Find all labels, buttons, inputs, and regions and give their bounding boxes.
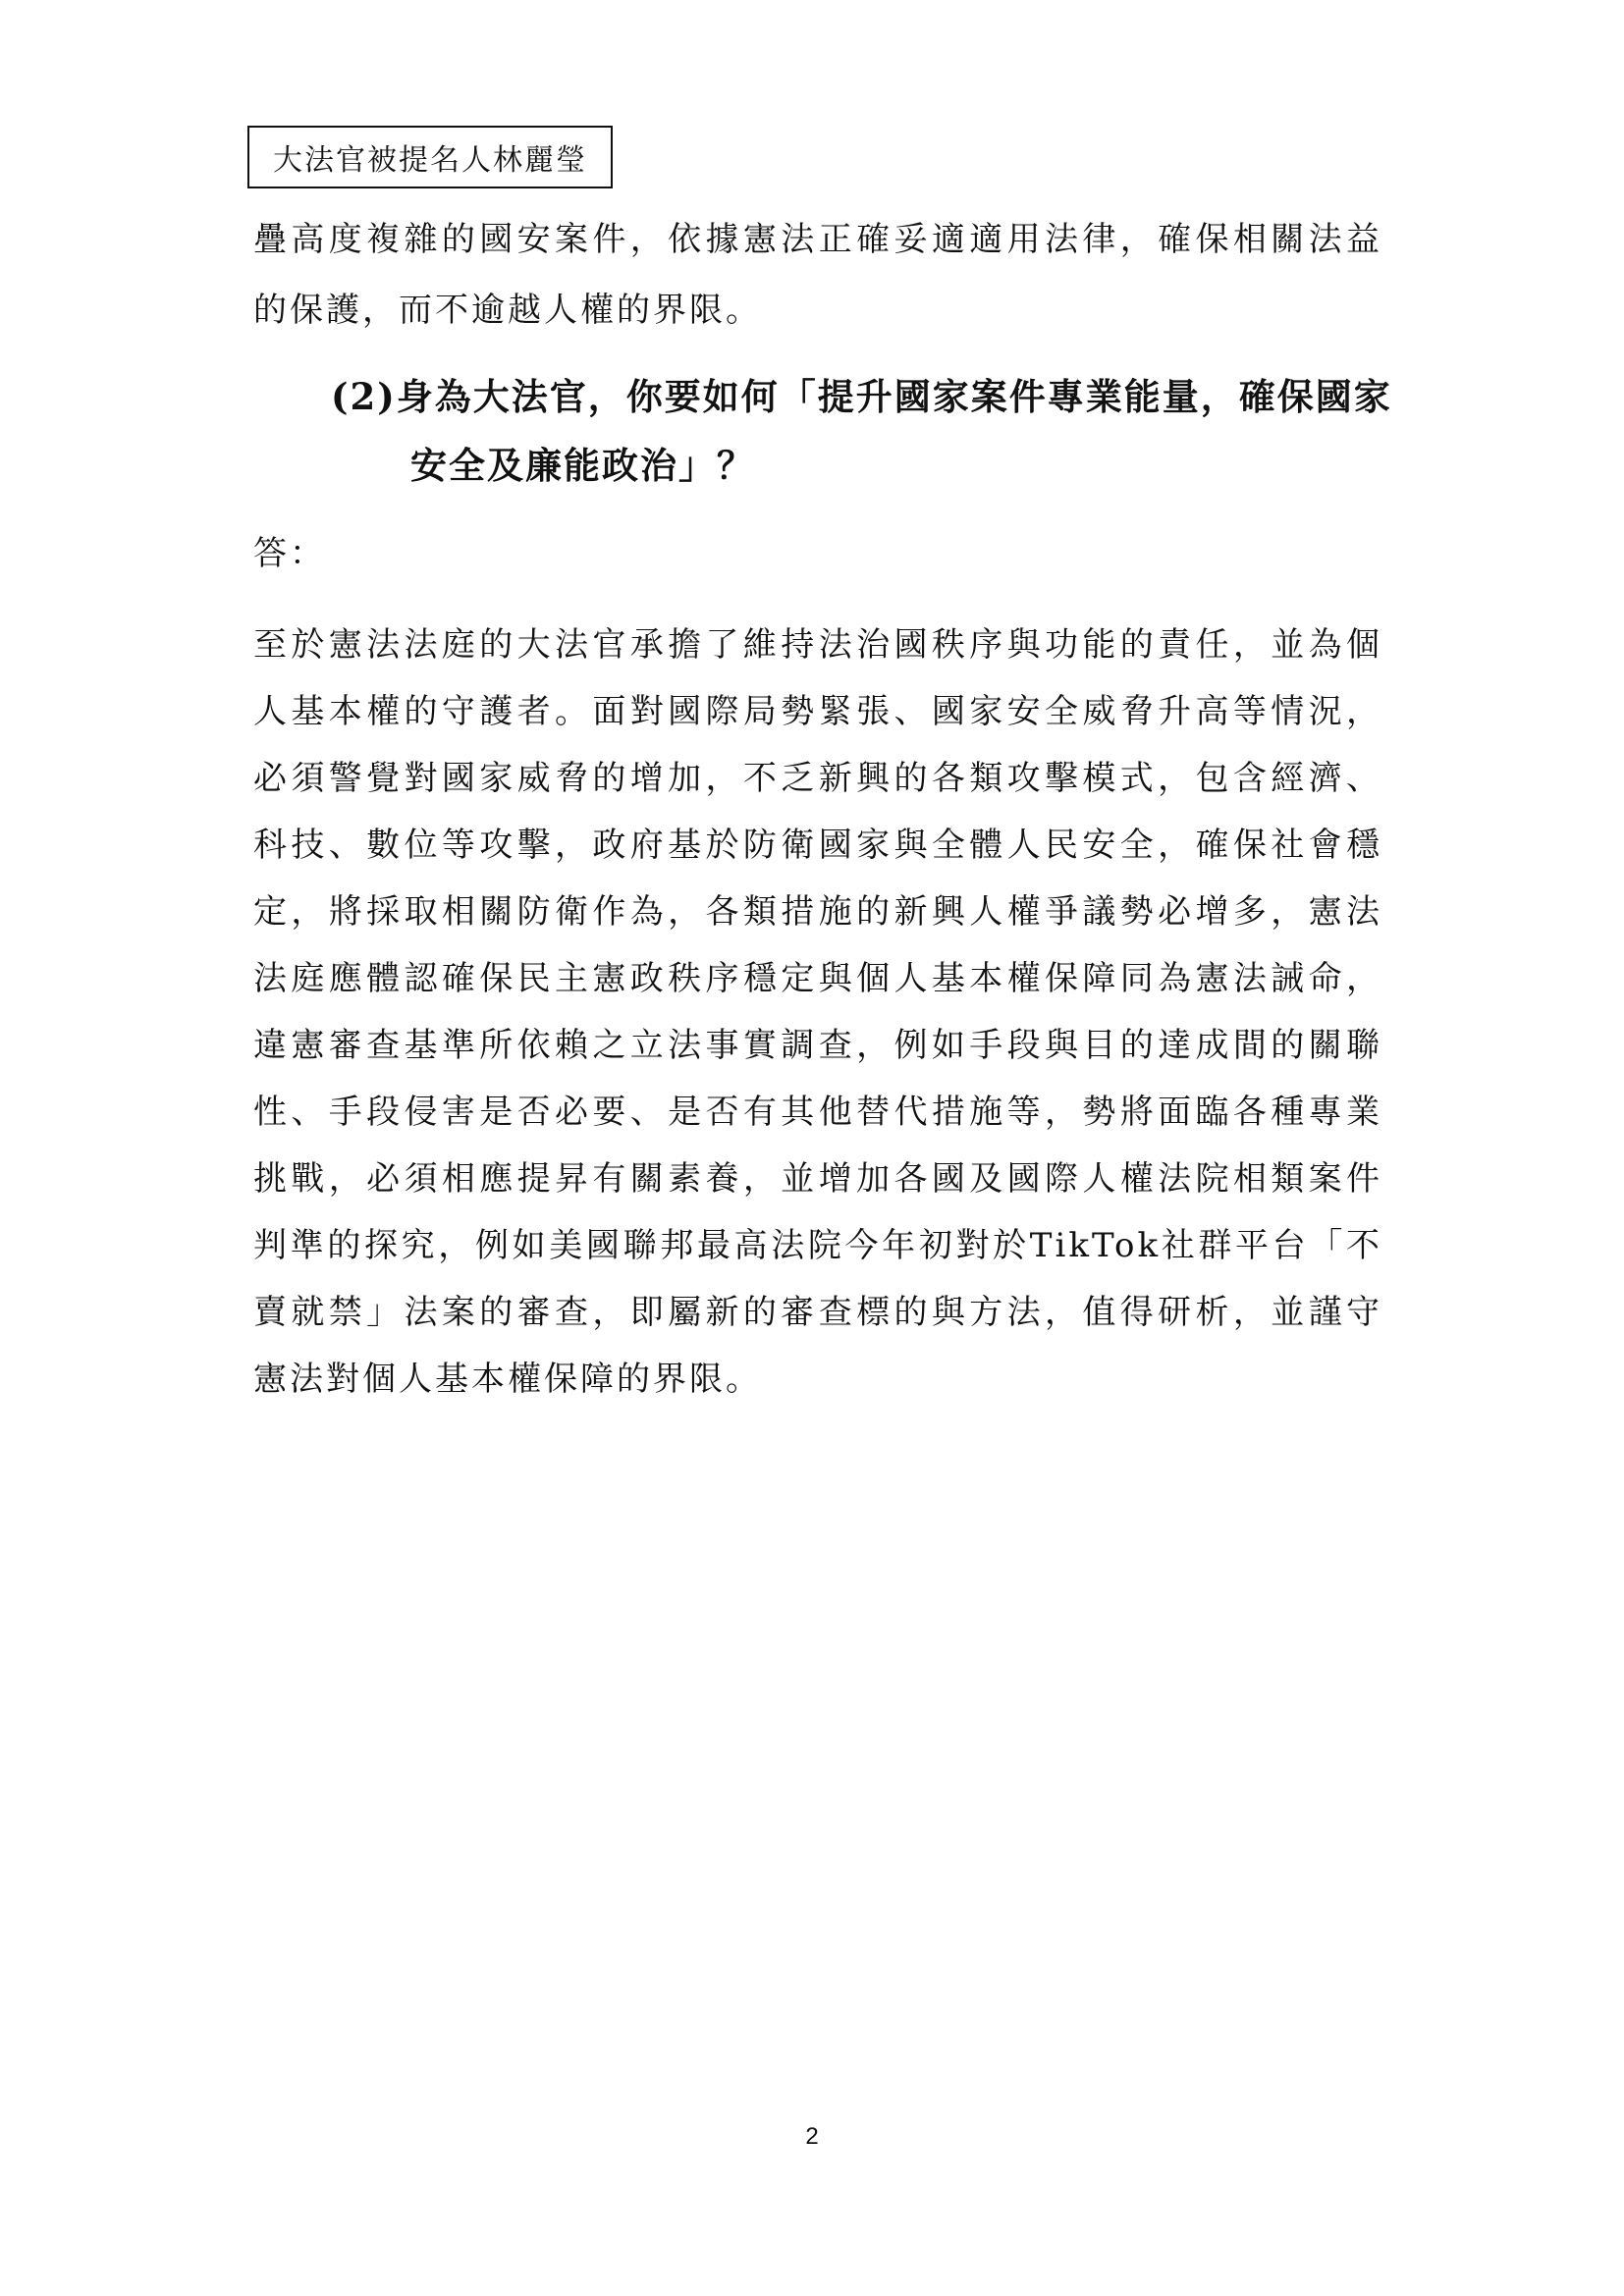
- question-heading-line: (2)身為大法官，你要如何「提升國家案件專業能量，確保國家: [331, 375, 1392, 418]
- answer-line: 定，將採取相關防衛作為，各類措施的新興人權爭議勢必增多，憲法: [253, 892, 1382, 932]
- page-number: 2: [805, 2123, 819, 2150]
- answer-line: 人基本權的守護者。面對國際局勢緊張、國家安全威脅升高等情況，: [253, 692, 1382, 731]
- question-heading-line: 安全及廉能政治」？: [410, 444, 755, 487]
- answer-line: 挑戰，必須相應提昇有關素養，並增加各國及國際人權法院相類案件: [253, 1159, 1382, 1199]
- answer-line: 憲法對個人基本權保障的界限。: [253, 1360, 762, 1399]
- answer-line: 性、手段侵害是否必要、是否有其他替代措施等，勢將面臨各種專業: [253, 1093, 1382, 1132]
- nominee-label: 大法官被提名人林麗瑩: [273, 143, 587, 178]
- answer-line: 賣就禁」法案的審查，即屬新的審查標的與方法，值得研析，並謹守: [253, 1293, 1382, 1332]
- answer-line: 必須警覺對國家威脅的增加，不乏新興的各類攻擊模式，包含經濟、: [253, 759, 1382, 798]
- answer-line: 科技、數位等攻擊，政府基於防衛國家與全體人民安全，確保社會穩: [253, 826, 1382, 865]
- intro-line: 疊高度複雜的國安案件，依據憲法正確妥適適用法律，確保相關法益: [253, 220, 1382, 259]
- answer-line: 法庭應體認確保民主憲政秩序穩定與個人基本權保障同為憲法誡命，: [253, 959, 1382, 998]
- nominee-header-box: [247, 126, 613, 188]
- intro-line: 的保護，而不逾越人權的界限。: [253, 291, 762, 330]
- answer-line: 判準的探究，例如美國聯邦最高法院今年初對於TikTok社群平台「不: [253, 1226, 1382, 1265]
- answer-line: 至於憲法法庭的大法官承擔了維持法治國秩序與功能的責任，並為個: [253, 625, 1382, 665]
- answer-line: 違憲審查基準所依賴之立法事實調查，例如手段與目的達成間的關聯: [253, 1026, 1382, 1065]
- answer-label: 答：: [253, 534, 326, 573]
